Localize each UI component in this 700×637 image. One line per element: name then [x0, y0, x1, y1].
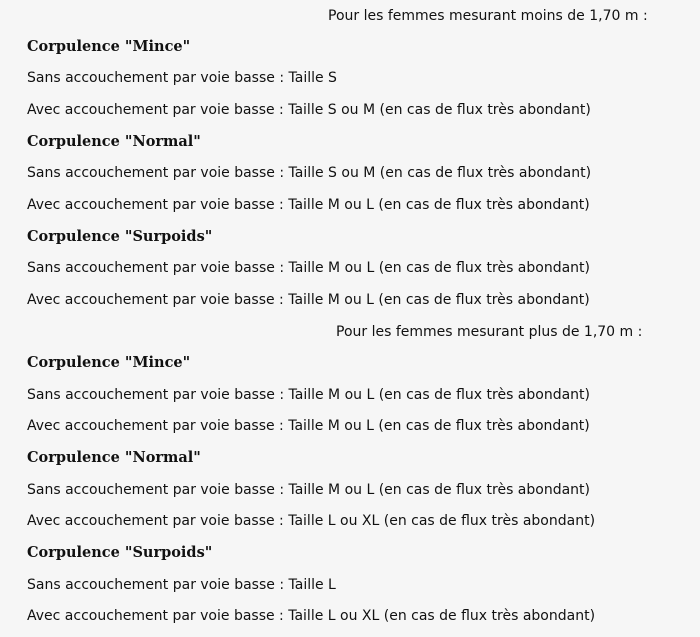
size-line: Avec accouchement par voie basse : Taille M ou L (en cas de flux très abondant)	[27, 418, 590, 434]
heading-corpulence-surpoids: Corpulence "Surpoids"	[27, 544, 213, 561]
size-line: Avec accouchement par voie basse : Taille S ou M (en cas de flux très abondant)	[27, 102, 591, 118]
size-line: Avec accouchement par voie basse : Taille M ou L (en cas de flux très abondant)	[27, 197, 590, 213]
section-header-under-170: Pour les femmes mesurant moins de 1,70 m :	[328, 8, 648, 24]
size-line: Sans accouchement par voie basse : Taille M ou L (en cas de flux très abondant)	[27, 482, 591, 498]
size-line: Sans accouchement par voie basse : Taille S ou M (en cas de flux très abondant)	[27, 165, 592, 181]
size-line: Sans accouchement par voie basse : Taille L	[27, 577, 336, 593]
heading-corpulence-surpoids: Corpulence "Surpoids"	[27, 228, 213, 245]
size-line: Avec accouchement par voie basse : Taille L ou XL (en cas de flux très abondant)	[27, 608, 596, 624]
size-line: Sans accouchement par voie basse : Taille M ou L (en cas de flux très abondant)	[27, 387, 591, 403]
size-line: Avec accouchement par voie basse : Taille M ou L (en cas de flux très abondant)	[27, 292, 590, 308]
size-line: Avec accouchement par voie basse : Taille L ou XL (en cas de flux très abondant)	[27, 513, 596, 529]
heading-corpulence-mince: Corpulence "Mince"	[27, 38, 191, 55]
size-line: Sans accouchement par voie basse : Taille S	[27, 70, 337, 86]
heading-corpulence-normal: Corpulence "Normal"	[27, 449, 201, 466]
heading-corpulence-normal: Corpulence "Normal"	[27, 133, 201, 150]
heading-corpulence-mince: Corpulence "Mince"	[27, 354, 191, 371]
size-line: Sans accouchement par voie basse : Taille M ou L (en cas de flux très abondant)	[27, 260, 591, 276]
section-header-over-170: Pour les femmes mesurant plus de 1,70 m :	[336, 324, 643, 340]
